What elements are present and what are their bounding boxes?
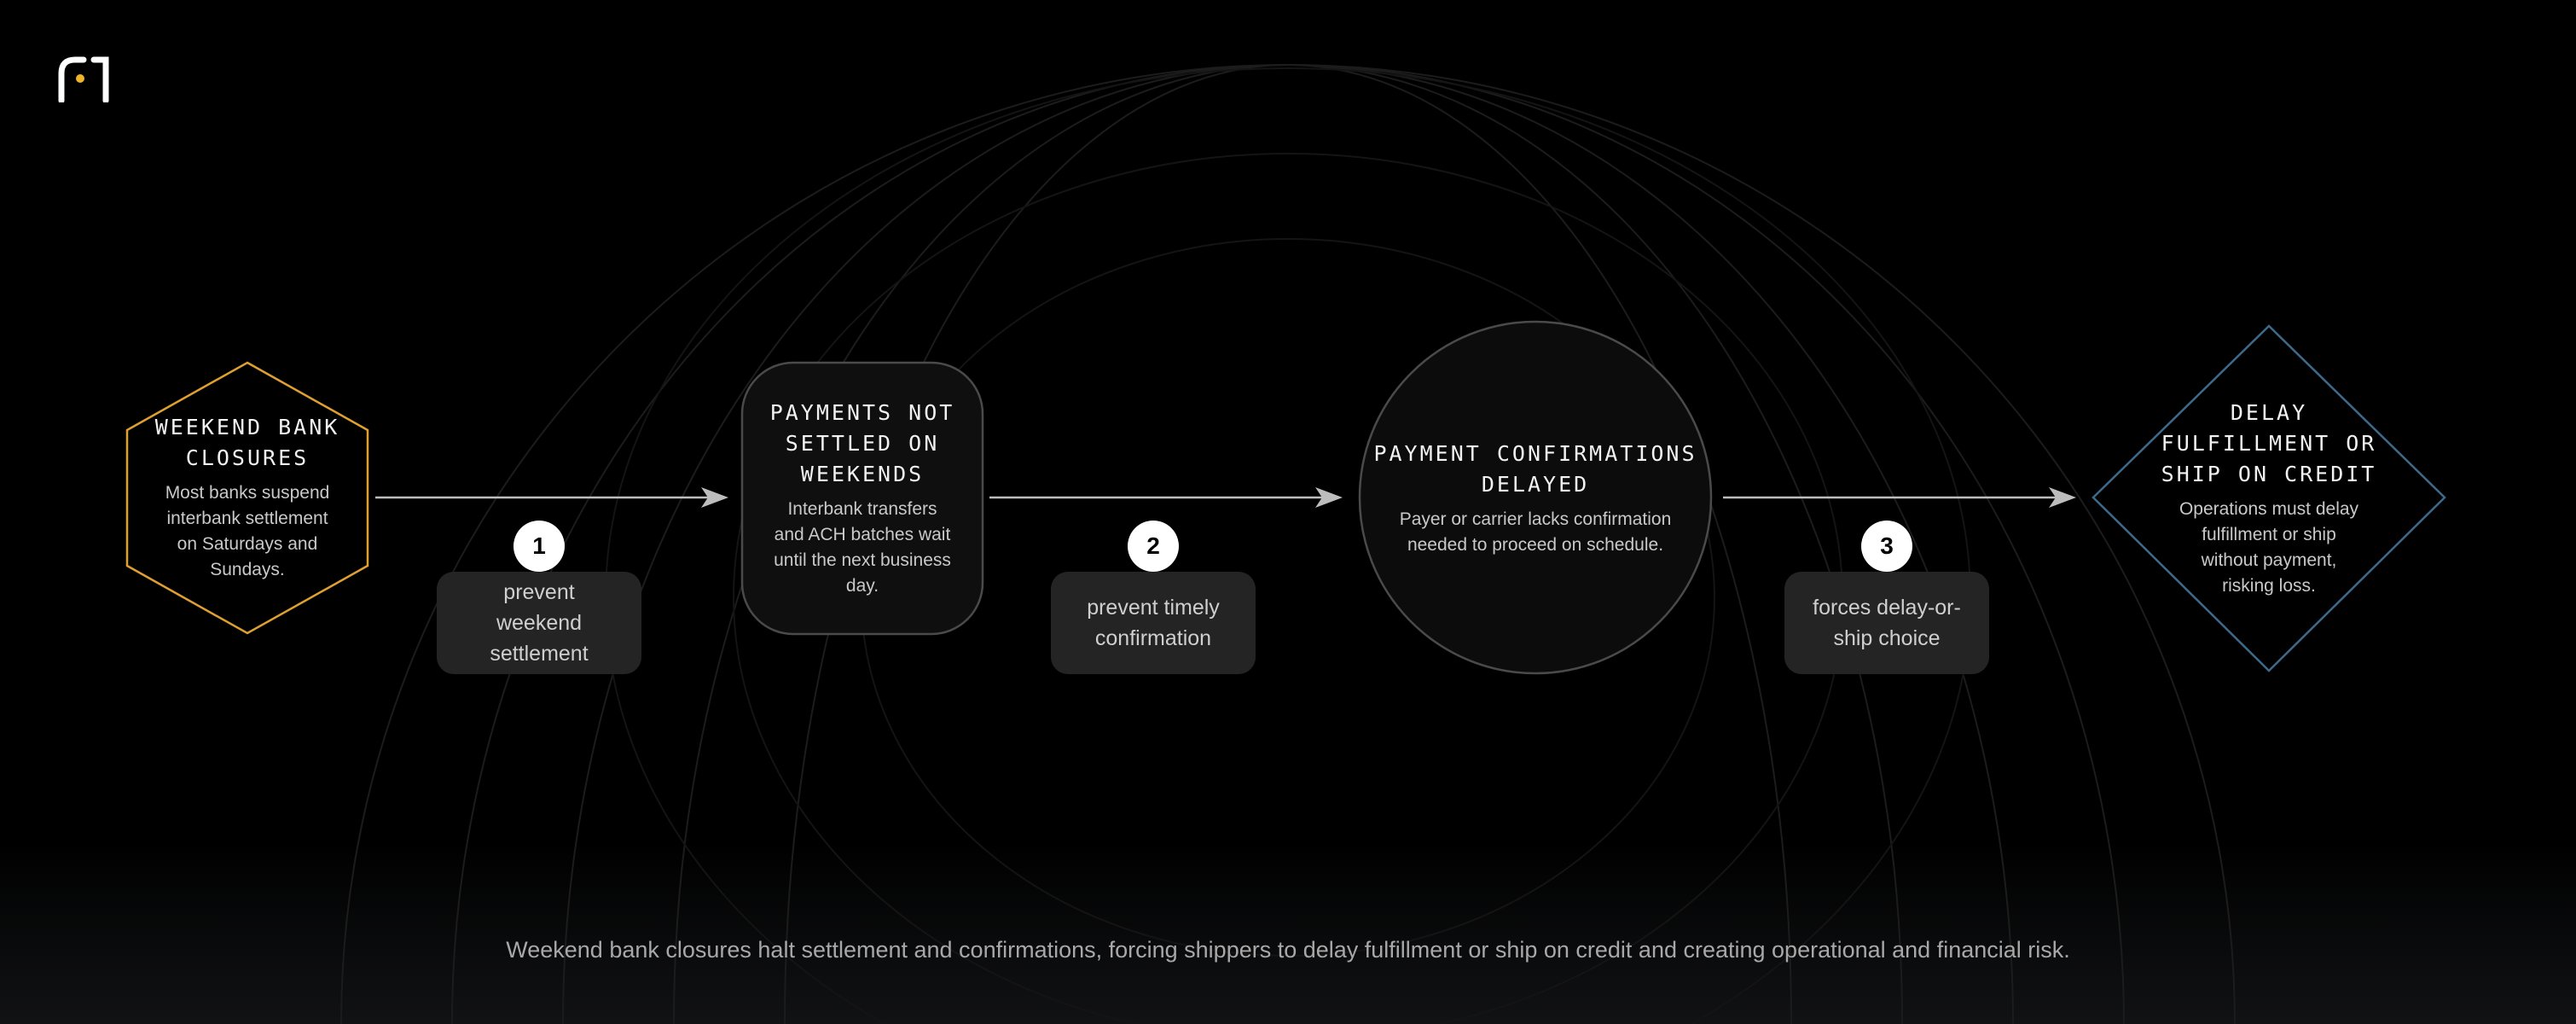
node-title: PAYMENTS NOT SETTLED ON WEEKENDS: [769, 400, 955, 486]
brand-logo-icon: [58, 55, 111, 102]
connector-1: [375, 487, 728, 508]
connector-3: [1723, 487, 2076, 508]
node-weekend-bank-closures: [136, 412, 358, 583]
node-delay-fulfillment: [2150, 398, 2388, 599]
edge-label-3: forces delay-or- ship choice: [1784, 572, 1989, 674]
diagram-caption: Weekend bank closures halt settlement and confirmations, forcing shippers to delay fulfillment or ship on credit and creating operational and financial risk.: [506, 937, 2070, 963]
step-badge-2: 2: [1128, 521, 1179, 572]
node-title: DELAY FULFILLMENT OR SHIP ON CREDIT: [2161, 400, 2377, 486]
node-payments-not-settled: [751, 398, 974, 599]
background-arcs: [341, 65, 2235, 1024]
connector-2: [989, 487, 1343, 508]
node-title: PAYMENT CONFIRMATIONS DELAYED: [1373, 441, 1697, 497]
node-description: Interbank transfers and ACH batches wait until the next business day.: [774, 499, 951, 596]
node-payment-confirmations-delayed: [1373, 439, 1697, 558]
node-description: Payer or carrier lacks confirmation needed to proceed on schedule.: [1399, 509, 1672, 555]
edge-label-2: prevent timely confirmation: [1051, 572, 1256, 674]
node-title: WEEKEND BANK CLOSURES: [154, 415, 340, 470]
step-badge-3: 3: [1861, 521, 1912, 572]
edge-label-1: prevent weekend settlement: [437, 572, 641, 674]
node-description: Operations must delay fulfillment or ship without payment, risking loss.: [2179, 499, 2359, 596]
node-description: Most banks suspend interbank settlement on Saturdays and Sundays.: [165, 483, 330, 579]
step-badge-1: 1: [513, 521, 565, 572]
